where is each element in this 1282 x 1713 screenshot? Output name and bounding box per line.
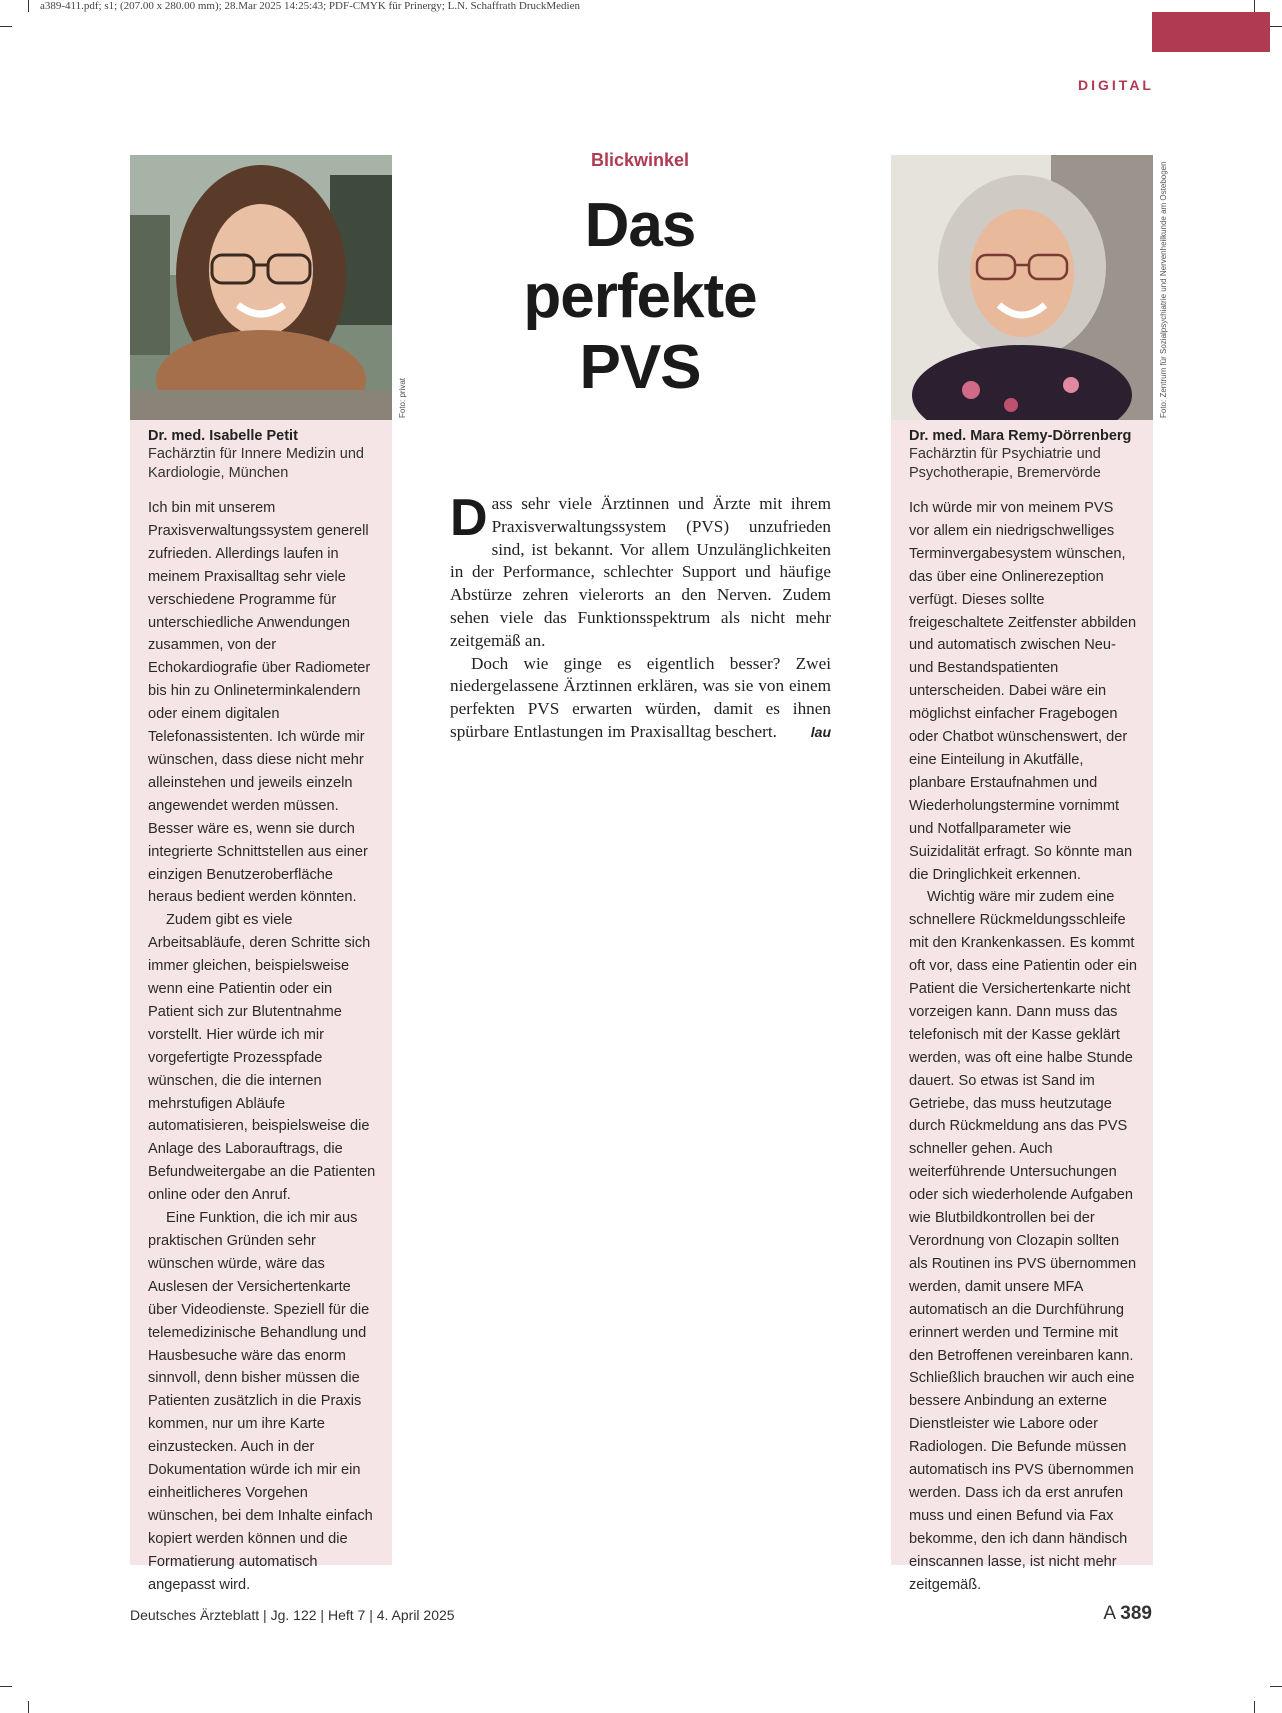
author-role-right-line1: Fachärztin für Psychiatrie und: [909, 446, 1101, 462]
headline: [430, 190, 850, 403]
paragraph: Ich bin mit unserem Praxisverwaltungssystem generell zufrieden. Allerdings laufen in meinem Praxisalltag sehr viele verschiedene Programme für unterschiedliche Anwendungen zusammen, von der Echokardiografie über Radiometer bis hin zu Onlineterminkalendern oder einem digitalen Telefonassistenten. Ich würde mir wünschen, dass diese nicht mehr alleinstehen und jeweils einzeln angewendet werden müssen. Besser wäre es, wenn sie durch integrierte Schnittstellen aus einer einzigen Benutzeroberfläche heraus bedient werden könnten.: [148, 500, 371, 906]
lead-paragraph: Dass sehr viele Ärztinnen und Ärzte mit ihrem Praxisverwaltungssystem (PVS) unzufrieden sind, ist bekannt. Vor allem Unzulänglichkeiten in der Performance, schlechter Support und häufige Abstürze zehren vielerorts an den Nerven. Zudem sehen viele das Funktionsspektrum als nicht mehr zeitgemäß an.: [450, 489, 831, 650]
section-color-tab: [1152, 12, 1270, 52]
crop-mark: [1254, 0, 1255, 12]
print-slug: a389-411.pdf; s1; (207.00 x 280.00 mm); 28.Mar 2025 14:25:43; PDF-CMYK für Prinergy; L.N. Schaffrath DruckMedien: [40, 0, 580, 12]
crop-mark: [0, 1686, 12, 1687]
author-name-left: Dr. med. Isabelle Petit: [148, 428, 298, 444]
crop-mark: [1270, 26, 1282, 27]
crop-mark: [0, 26, 12, 27]
page-prefix: A: [1103, 1603, 1116, 1624]
crop-mark: [28, 1701, 29, 1713]
paragraph: Wichtig wäre mir zudem eine schnellere Rückmeldungsschleife mit den Krankenkassen. Es kommt oft vor, dass eine Patientin oder ein Patient die Versichertenkarte nicht vorzeigen kann. Dann muss das telefonisch mit der Kasse geklärt werden, was oft eine halbe Stunde dauert. So etwas ist Sand im Getriebe, das muss heutzutage durch Rückmeldung ans das PVS schneller gehen. Auch weiterführende Untersuchungen oder sich wiederholende Aufgaben wie Blutbildkontrollen bei der Verordnung von Clozapin sollten als Routinen ins PVS übernommen werden, damit unsere MFA automatisch an die Durchführung erinnert werden und Termine mit den Betroffenen vereinbaren kann. Schließlich brauchen wir auch eine bessere Anbindung an externe Dienstleister wie Labore oder Radiologen. Die Befunde müssen automatisch ins PVS übernommen werden. Dass ich da erst anrufen muss und einen Befund via Fax bekomme, den ich dann händisch einscannen lasse, ist nicht mehr zeitgemäß.: [909, 889, 1137, 1593]
author-initials: lau: [810, 723, 831, 740]
photo-credit-right: Foto: Zentrum für Sozialpsychiatrie und Nervenheilkunde am Ostebogen: [1159, 161, 1168, 418]
photo-credit-left: Foto: privat: [398, 377, 407, 418]
footer-citation: Deutsches Ärzteblatt | Jg. 122 | Heft 7 | 4. April 2025: [130, 1607, 455, 1623]
page-number-value: 389: [1120, 1603, 1152, 1624]
page-number: [1103, 1603, 1152, 1625]
author-role-left-line1: Fachärztin für Innere Medizin und: [148, 446, 364, 462]
headline-line: perfekte: [523, 262, 757, 331]
author-role-right-line2: Psychotherapie, Bremervörde: [909, 465, 1101, 481]
portrait-photo-left: [130, 155, 392, 420]
author-role-left-line2: Kardiologie, München: [148, 465, 289, 481]
author-name-right: Dr. med. Mara Remy-Dörrenberg: [909, 428, 1132, 444]
paragraph: Eine Funktion, die ich mir aus praktischen Gründen sehr wünschen würde, wäre das Auslesen der Versichertenkarte über Videodienste. Speziell für die telemedizinische Behandlung und Hausbesuche wäre das enorm sinnvoll, denn bisher müssen die Patienten zusätzlich in die Praxis kommen, nur um ihre Karte einzustecken. Auch in der Dokumentation würde ich mir ein einheitlicheres Vorgehen wünschen, bei dem Inhalte einfach kopiert werden können und die Formatierung automatisch angepasst wird.: [148, 1210, 373, 1593]
journal-issue: Heft 7: [327, 1607, 366, 1623]
paragraph: Zudem gibt es viele Arbeitsabläufe, deren Schritte sich immer gleichen, beispielsweise wenn eine Patientin oder ein Patient sich zur Blutentnahme vorstellt. Hier würde ich mir vorgefertigte Prozesspfade wünschen, die die internen mehrstufigen Abläufe automatisieren, beispielsweise die Anlage des Laborauftrags, die Befundweitergabe an die Patienten online oder den Anruf.: [148, 912, 376, 1204]
drop-cap: D: [450, 489, 488, 547]
headline-line: PVS: [579, 333, 701, 402]
section-label: DIGITAL: [1078, 77, 1154, 93]
crop-mark: [28, 0, 29, 12]
issue-date: 4. April 2025: [376, 1607, 455, 1623]
kicker: Blickwinkel: [590, 150, 690, 170]
journal-volume: Jg. 122: [270, 1607, 317, 1623]
headline-line: Das: [584, 191, 696, 260]
lead-paragraph: Doch wie ginge es eigentlich besser? Zwei niedergelassene Ärztinnen erklären, was sie von einem perfekten PVS erwarten würden, damit es ihnen spürbare Entlastungen im Praxisalltag beschert. lau: [450, 653, 831, 744]
portrait-photo-right: [891, 155, 1153, 420]
journal-name: Deutsches Ärzteblatt: [130, 1607, 260, 1623]
crop-mark: [1254, 1701, 1255, 1713]
paragraph: Ich würde mir von meinem PVS vor allem ein niedrigschwelliges Terminvergabesystem wünschen, das über eine Onlinerezeption verfügt. Dieses sollte freigeschaltete Zeitfenster abbilden und automatisch zwischen Neu- und Bestandspatienten unterscheiden. Dabei wäre ein möglichst einfacher Fragebogen oder Chatbot wünschenswert, der eine Einteilung in Akutfälle, planbare Erstaufnahmen und Wiederholungstermine vornimmt und Notfallparameter wie Suizidalität erfragt. So könnte man die Dringlichkeit erkennen.: [909, 500, 1137, 883]
crop-mark: [1270, 1686, 1282, 1687]
lead-text: [450, 489, 831, 744]
left-column-text: [148, 497, 376, 1597]
right-column-text: [909, 497, 1137, 1597]
